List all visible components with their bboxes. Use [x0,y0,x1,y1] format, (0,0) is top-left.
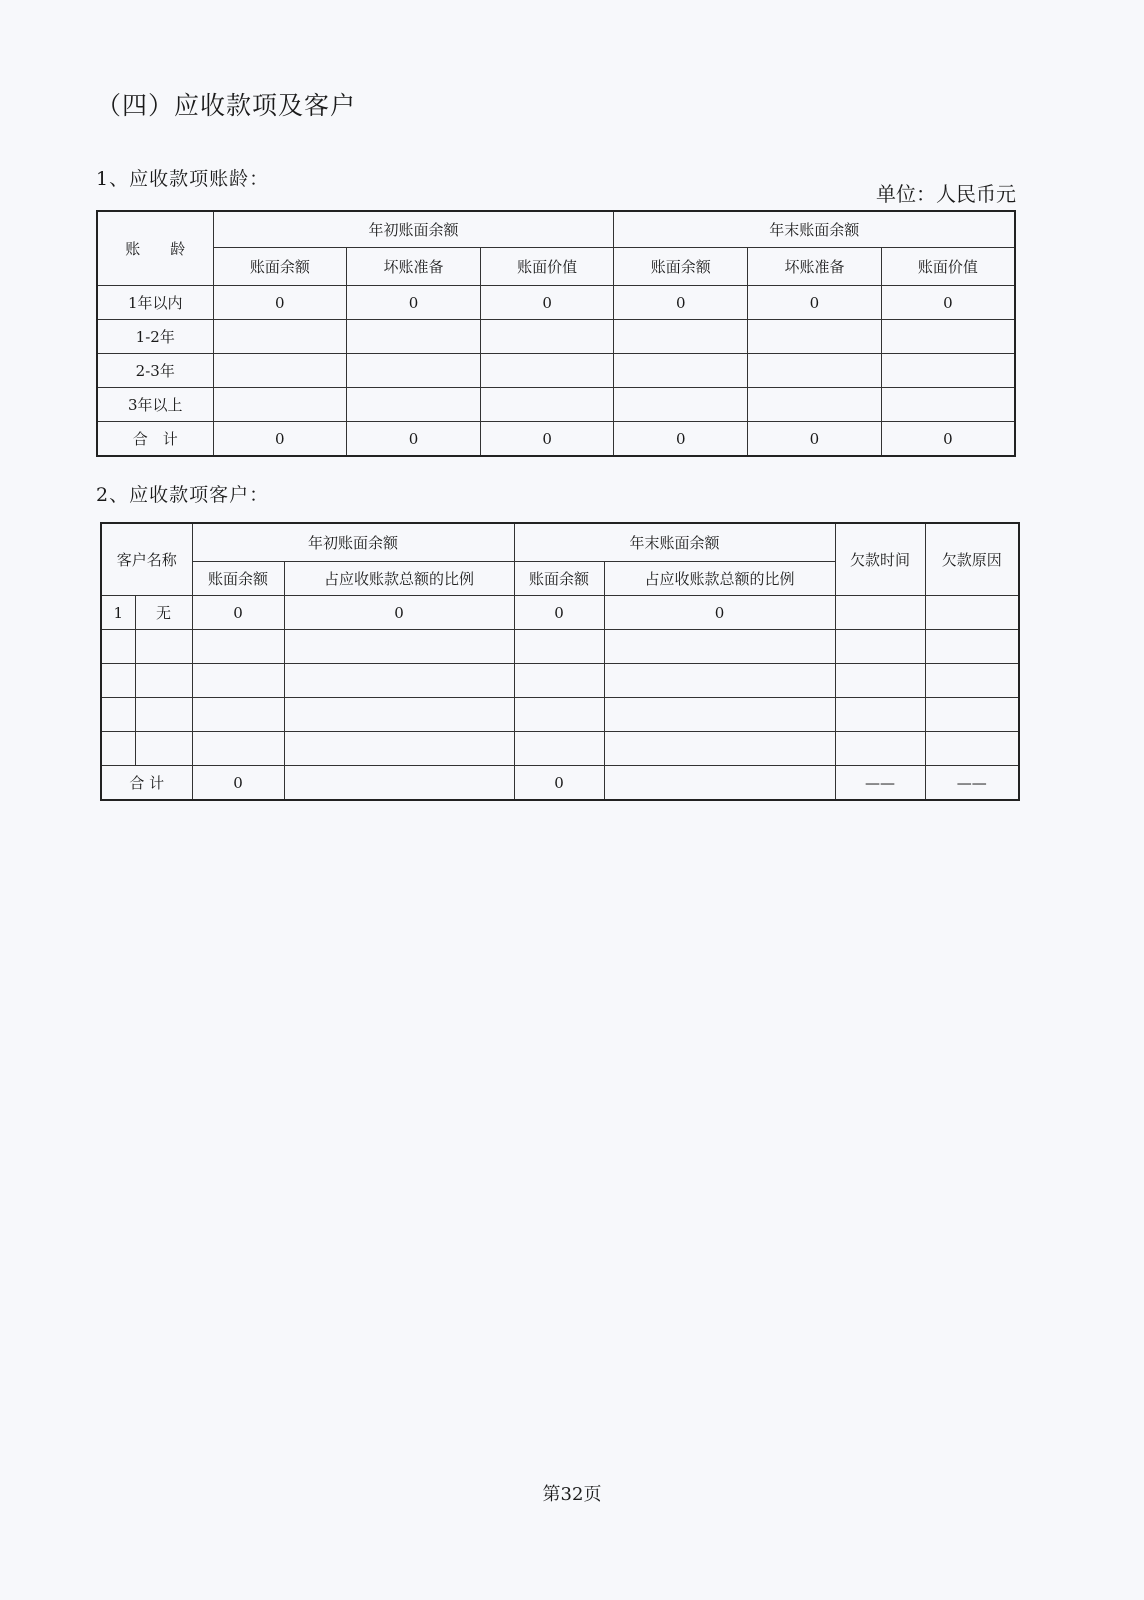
table-cell [192,664,284,698]
table-row [101,630,1019,664]
customer-name-header: 客户名称 [101,523,192,596]
table-cell: 0 [514,596,604,630]
table-cell [835,664,925,698]
table-cell: 0 [604,596,835,630]
customer-name [135,698,192,732]
customer-name [135,664,192,698]
aging-row-label: 3年以上 [97,388,213,422]
section-title: （四）应收款项及客户 [96,91,357,120]
table-cell: 0 [881,422,1015,457]
table-cell [604,766,835,801]
table-cell [925,698,1019,732]
customer-subheader: 占应收账款总额的比例 [284,562,514,596]
total-label: 合 计 [101,766,192,801]
table-row [97,320,1015,354]
table-cell [925,732,1019,766]
table-cell [748,388,882,422]
debt-time-header: 欠款时间 [835,523,925,596]
debt-reason-header: 欠款原因 [925,523,1019,596]
table-cell [514,630,604,664]
table-cell [480,388,614,422]
table-cell [835,630,925,664]
aging-group-begin: 年初账面余额 [213,211,614,248]
table-cell: 0 [347,286,481,320]
customer-name: 无 [135,596,192,630]
aging-row-label: 1年以内 [97,286,213,320]
table-cell [604,664,835,698]
table-row [101,664,1019,698]
aging-subheader: 坏账准备 [748,248,882,286]
table-row [101,698,1019,732]
table-cell [213,320,347,354]
table-cell [192,732,284,766]
table-row [97,388,1015,422]
table-cell [604,698,835,732]
customer-name [135,732,192,766]
table-row [101,732,1019,766]
table-cell [213,388,347,422]
aging-subheader: 账面价值 [480,248,614,286]
page-number: 第32页 [542,1484,602,1505]
table-row [97,354,1015,388]
table-cell: —— [925,766,1019,801]
table-cell [835,698,925,732]
table-cell [614,388,748,422]
table-cell [284,630,514,664]
aging-row-label: 1-2年 [97,320,213,354]
table-cell [347,354,481,388]
table-cell [925,664,1019,698]
table-cell [192,698,284,732]
table-row-total [101,766,1019,801]
customer-group-begin: 年初账面余额 [192,523,514,562]
row-number [101,698,135,732]
table-cell [480,320,614,354]
table-cell [480,354,614,388]
customer-subheader: 账面余额 [514,562,604,596]
aging-subheader: 坏账准备 [347,248,481,286]
aging-table-title: 1、应收款项账龄： [96,168,270,190]
customer-group-end: 年末账面余额 [514,523,835,562]
aging-subheader: 账面余额 [213,248,347,286]
table-cell [881,354,1015,388]
table-row [97,286,1015,320]
table-cell: 0 [881,286,1015,320]
table-cell [284,732,514,766]
table-row [101,596,1019,630]
table-cell: 0 [284,596,514,630]
aging-subheader: 账面余额 [614,248,748,286]
table-cell [284,766,514,801]
table-cell: 0 [480,286,614,320]
table-cell [514,732,604,766]
table-cell [604,732,835,766]
table-cell: 0 [748,286,882,320]
table-cell [925,596,1019,630]
currency-unit: 单位：人民币元 [876,182,1016,206]
table-cell [604,630,835,664]
table-cell [748,354,882,388]
table-cell [748,320,882,354]
table-cell: 0 [614,422,748,457]
table-cell: 0 [480,422,614,457]
customer-subheader: 账面余额 [192,562,284,596]
table-cell [614,354,748,388]
customer-subheader: 占应收账款总额的比例 [604,562,835,596]
aging-row-label: 合 计 [97,422,213,457]
table-row-total [97,422,1015,457]
aging-row-label: 2-3年 [97,354,213,388]
table-cell: —— [835,766,925,801]
aging-group-end: 年末账面余额 [614,211,1015,248]
table-cell [347,388,481,422]
table-cell [192,630,284,664]
row-number [101,732,135,766]
table-cell [881,388,1015,422]
table-cell [284,698,514,732]
customer-table-title: 2、应收款项客户： [96,484,270,506]
table-cell: 0 [514,766,604,801]
row-number [101,630,135,664]
row-number [101,664,135,698]
table-cell [514,698,604,732]
table-cell: 0 [614,286,748,320]
table-cell: 0 [192,596,284,630]
table-cell: 0 [347,422,481,457]
table-cell [347,320,481,354]
table-cell [284,664,514,698]
table-cell [925,630,1019,664]
table-cell: 0 [748,422,882,457]
aging-subheader: 账面价值 [881,248,1015,286]
aging-row-header: 账 龄 [97,211,213,286]
table-cell: 0 [213,422,347,457]
customer-table [100,522,1020,801]
table-cell [835,596,925,630]
row-number: 1 [101,596,135,630]
aging-table [96,210,1016,457]
table-cell [835,732,925,766]
customer-name [135,630,192,664]
table-cell: 0 [213,286,347,320]
table-cell [514,664,604,698]
table-cell: 0 [192,766,284,801]
table-cell [881,320,1015,354]
table-cell [213,354,347,388]
table-cell [614,320,748,354]
